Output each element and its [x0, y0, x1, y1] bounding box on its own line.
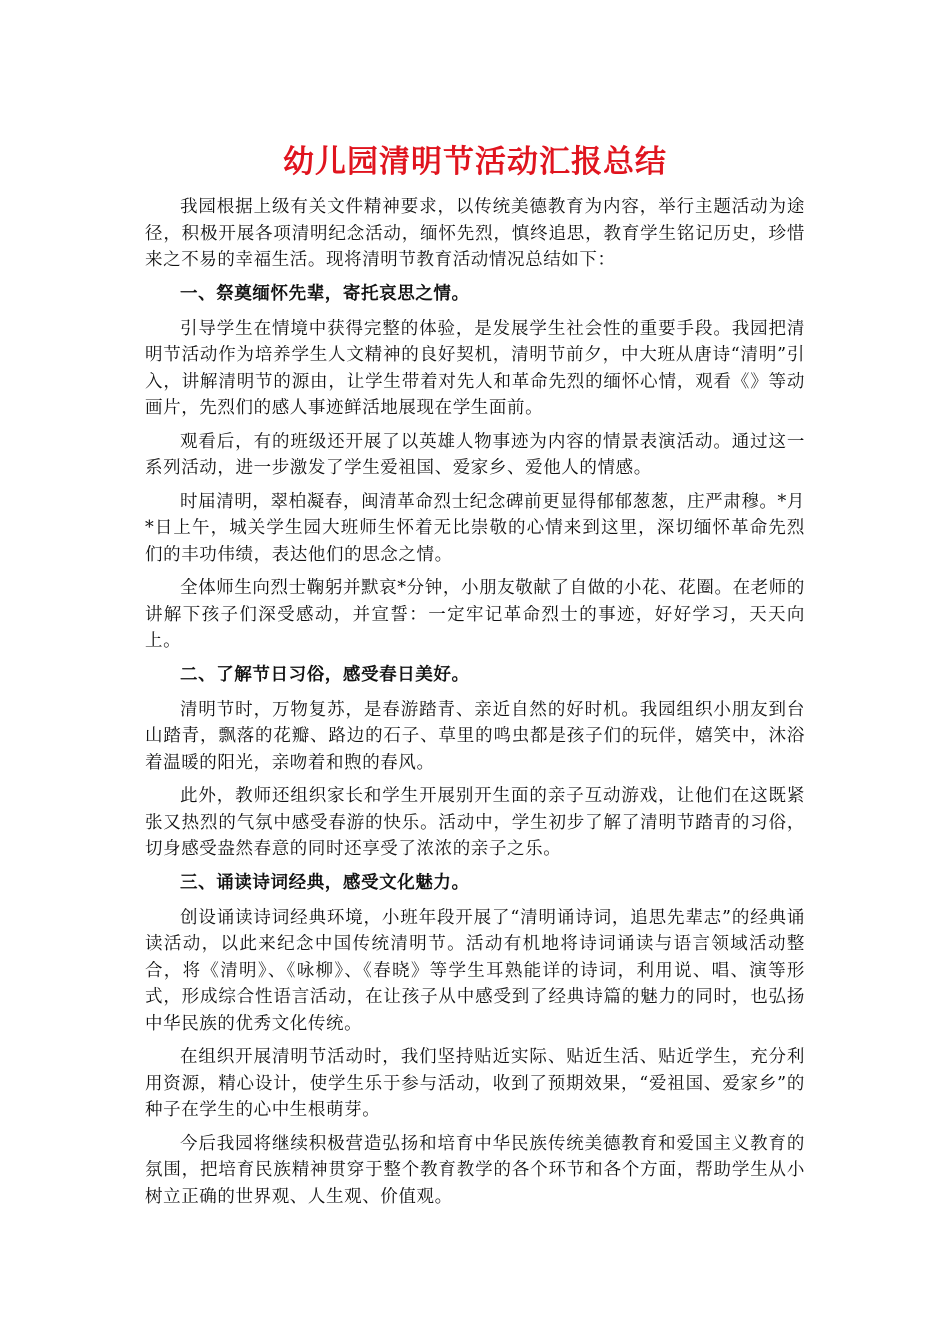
- body-paragraph: 引导学生在情境中获得完整的体验，是发展学生社会性的重要手段。我园把清明节活动作为培养学生人文精神的良好契机，清明节前夕，中大班从唐诗“清明”引入，讲解清明节的源由，让学生带着对先人和革命先烈的缅怀心情，观看《》等动画片，先烈们的感人事迹鲜活地展现在学生面前。: [145, 318, 805, 418]
- section-heading: 一、祭奠缅怀先辈，寄托哀思之情。: [180, 283, 470, 304]
- body-paragraph: 清明节时，万物复苏，是春游踏青、亲近自然的好时机。我园组织小朋友到台山踏青，飘落的花瓣、路边的石子、草里的鸣虫都是孩子们的玩伴，嬉笑中，沐浴着温暖的阳光，亲吻着和煦的春风。: [145, 699, 805, 773]
- body-paragraph: 时届清明，翠柏凝春，闽清革命烈士纪念碑前更显得郁郁葱葱，庄严肃穆。*月*日上午，城关学生园大班师生怀着无比崇敬的心情来到这里，深切缅怀革命先烈们的丰功伟绩，表达他们的思念之情。: [145, 491, 805, 565]
- body-paragraph: 今后我园将继续积极营造弘扬和培育中华民族传统美德教育和爱国主义教育的氛围，把培育民族精神贯穿于整个教育教学的各个环节和各个方面，帮助学生从小树立正确的世界观、人生观、价值观。: [145, 1133, 805, 1207]
- section-3: [145, 870, 805, 1211]
- section-2: [145, 662, 805, 863]
- document-page: [145, 140, 805, 1217]
- document-title: 幼儿园清明节活动汇报总结: [283, 144, 667, 180]
- body-paragraph: 在组织开展清明节活动时，我们坚持贴近实际、贴近生活、贴近学生，充分利用资源，精心设计，使学生乐于参与活动，收到了预期效果，“爱祖国、爱家乡”的种子在学生的心中生根萌芽。: [145, 1047, 805, 1120]
- intro-paragraph: 我园根据上级有关文件精神要求，以传统美德教育为内容，举行主题活动为途径，积极开展各项清明纪念活动，缅怀先烈，慎终追思，教育学生铭记历史，珍惜来之不易的幸福生活。现将清明节教育活动情况总结如下：: [145, 197, 805, 270]
- section-1: [145, 281, 805, 655]
- body-paragraph: 此外，教师还组织家长和学生开展别开生面的亲子互动游戏，让他们在这既紧张又热烈的气氛中感受春游的快乐。活动中，学生初步了解了清明节踏青的习俗，切身感受盎然春意的同时还享受了浓浓的亲子之乐。: [145, 786, 805, 859]
- section-heading: 二、了解节日习俗，感受春日美好。: [180, 664, 470, 685]
- body-paragraph: 观看后，有的班级还开展了以英雄人物事迹为内容的情景表演活动。通过这一系列活动，进一步激发了学生爱祖国、爱家乡、爱他人的情感。: [145, 431, 805, 478]
- section-heading: 三、诵读诗词经典，感受文化魅力。: [180, 872, 470, 893]
- body-paragraph: 创设诵读诗词经典环境，小班年段开展了“清明诵诗词，追思先辈志”的经典诵读活动，以此来纪念中国传统清明节。活动有机地将诗词诵读与语言领域活动整合，将《清明》、《咏柳》、《春晓》等学生耳熟能详的诗词，利用说、唱、演等形式，形成综合性语言活动，在让孩子从中感受到了经典诗篇的魅力的同时，也弘扬中华民族的优秀文化传统。: [145, 907, 805, 1034]
- body-paragraph: 全体师生向烈士鞠躬并默哀*分钟，小朋友敬献了自做的小花、花圈。在老师的讲解下孩子们深受感动，并宣誓：一定牢记革命烈士的事迹，好好学习，天天向上。: [145, 578, 805, 651]
